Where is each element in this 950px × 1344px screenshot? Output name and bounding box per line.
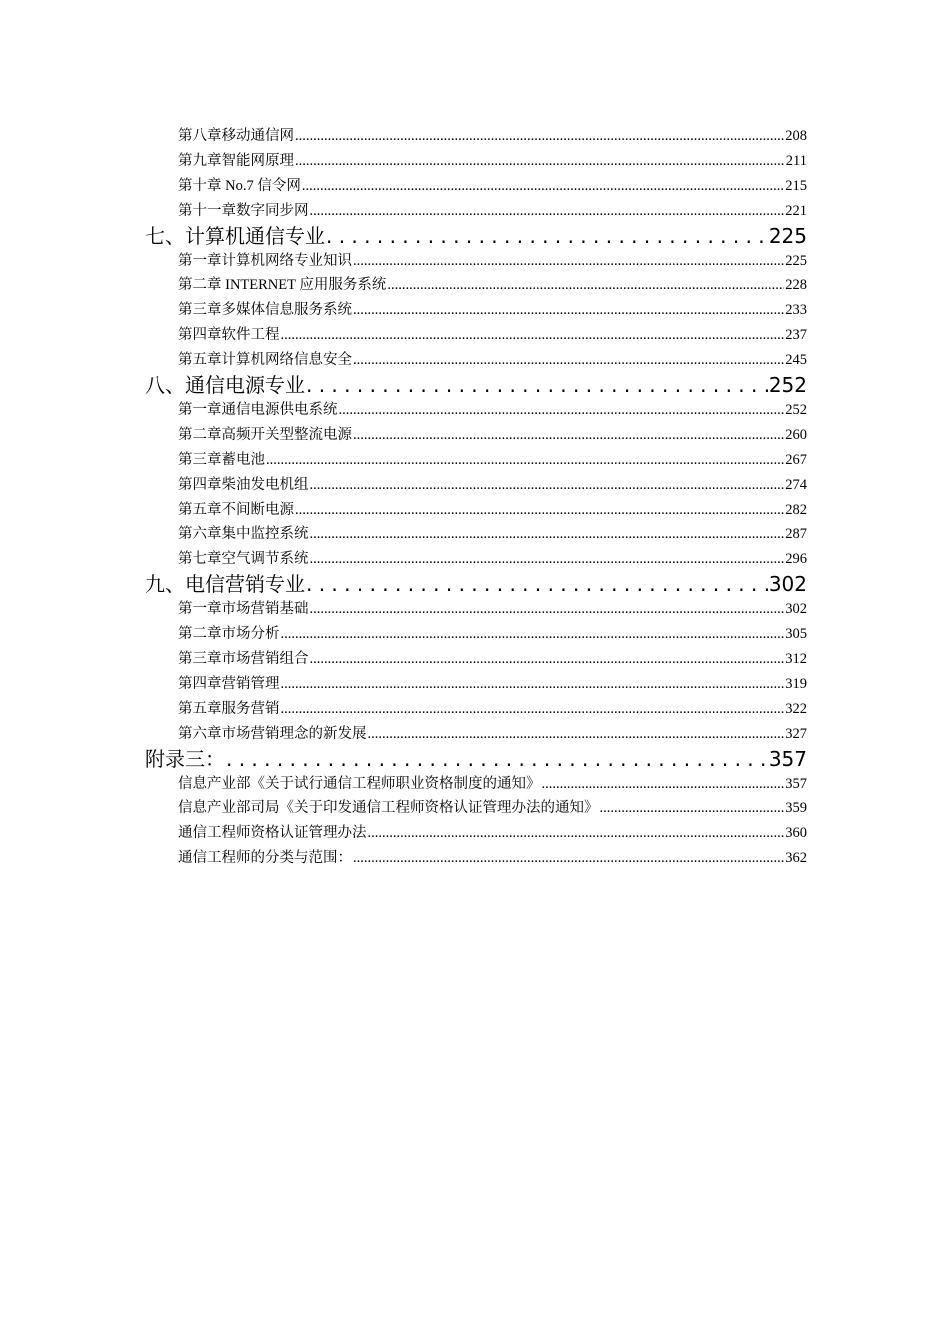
toc-dot-leader: [226, 747, 768, 772]
toc-section-page: 252: [768, 373, 807, 398]
toc-dot-leader: [368, 821, 785, 846]
toc-dot-leader: [302, 174, 784, 199]
toc-entry-title: 第二章高频开关型整流电源: [178, 426, 352, 443]
toc-entry[interactable]: [145, 124, 807, 149]
toc-entry-page: 360: [785, 825, 807, 842]
toc-entry-title: 通信工程师资格认证管理办法: [178, 825, 367, 842]
toc-dot-leader: [306, 373, 768, 398]
toc-entry-title: 第五章计算机网络信息安全: [178, 352, 352, 369]
toc-entry-page: 252: [785, 402, 807, 419]
toc-entry-page: 322: [785, 700, 807, 717]
toc-entry-page: 287: [785, 526, 807, 543]
toc-entry-title: 第八章移动通信网: [178, 128, 294, 144]
toc-entry-title: 第七章空气调节系统: [178, 551, 309, 568]
toc-entry-title: 第十一章数字同步网: [178, 202, 309, 219]
toc-entry[interactable]: [145, 348, 807, 373]
toc-entry-page: 362: [785, 850, 807, 867]
toc-section-title: 九、电信营销专业: [145, 572, 305, 597]
toc-entry-page: 296: [785, 551, 807, 568]
toc-entry[interactable]: [145, 249, 807, 274]
toc-entry-title: 第一章市场营销基础: [178, 601, 309, 618]
toc-entry[interactable]: [145, 323, 807, 348]
toc-entry[interactable]: [145, 547, 807, 572]
toc-entry[interactable]: [145, 846, 807, 871]
toc-dot-leader: [295, 498, 784, 523]
toc-entry-page: 267: [785, 451, 807, 468]
toc-dot-leader: [353, 249, 784, 274]
toc-section-page: 302: [768, 572, 807, 597]
toc-entry-title: 第四章柴油发电机组: [178, 476, 309, 493]
toc-dot-leader: [310, 597, 785, 622]
toc-section-heading[interactable]: [145, 572, 807, 597]
toc-dot-leader: [368, 722, 785, 747]
toc-entry-page: 327: [785, 725, 807, 742]
toc-dot-leader: [310, 473, 785, 498]
toc-section-title: 八、通信电源专业: [145, 373, 305, 398]
toc-entry-page: 228: [785, 277, 807, 294]
toc-entry[interactable]: [145, 597, 807, 622]
toc-entry[interactable]: [145, 498, 807, 523]
toc-entry[interactable]: [145, 149, 807, 174]
toc-dot-leader: [600, 796, 785, 821]
toc-entry-title: 第四章软件工程: [178, 327, 280, 344]
toc-entry-title: 第十章 No.7 信令网: [178, 177, 301, 194]
toc-entry[interactable]: [145, 423, 807, 448]
toc-entry[interactable]: [145, 672, 807, 697]
toc-entry-title: 第三章蓄电池: [178, 451, 265, 468]
table-of-contents: [145, 124, 807, 871]
toc-entry[interactable]: [145, 796, 807, 821]
toc-dot-leader: [310, 522, 785, 547]
toc-entry[interactable]: [145, 821, 807, 846]
toc-dot-leader: [387, 273, 784, 298]
toc-entry-page: 211: [785, 152, 807, 169]
toc-dot-leader: [353, 846, 784, 871]
toc-entry[interactable]: [145, 199, 807, 224]
toc-section-heading[interactable]: [145, 747, 807, 772]
toc-entry-page: 208: [785, 128, 807, 144]
toc-dot-leader: [310, 647, 785, 672]
toc-dot-leader: [281, 697, 785, 722]
toc-entry-title: 第三章市场营销组合: [178, 651, 309, 668]
toc-entry-page: 245: [785, 352, 807, 369]
toc-dot-leader: [266, 448, 784, 473]
toc-entry-title: 信息产业部司局《关于印发通信工程师资格认证管理办法的通知》: [178, 800, 599, 817]
toc-dot-leader: [295, 149, 785, 174]
toc-entry-page: 357: [785, 775, 807, 792]
toc-section-title: 七、计算机通信专业: [145, 223, 325, 248]
toc-entry-title: 第六章集中监控系统: [178, 526, 309, 543]
toc-dot-leader: [281, 672, 785, 697]
toc-entry[interactable]: [145, 647, 807, 672]
toc-dot-leader: [326, 224, 768, 249]
toc-dot-leader: [310, 199, 785, 224]
toc-entry-title: 第二章 INTERNET 应用服务系统: [178, 277, 387, 294]
toc-section-heading[interactable]: [145, 373, 807, 398]
toc-entry-title: 第九章智能网原理: [178, 152, 294, 169]
toc-dot-leader: [353, 298, 784, 323]
toc-dot-leader: [310, 547, 785, 572]
toc-entry[interactable]: [145, 772, 807, 797]
toc-dot-leader: [353, 348, 784, 373]
toc-section-title: 附录三：: [145, 746, 225, 771]
toc-entry[interactable]: [145, 273, 807, 298]
toc-entry-page: 312: [785, 651, 807, 668]
toc-entry[interactable]: [145, 722, 807, 747]
toc-entry-title: 信息产业部《关于试行通信工程师职业资格制度的通知》: [178, 775, 541, 792]
toc-section-page: 225: [768, 223, 807, 248]
toc-entry[interactable]: [145, 298, 807, 323]
toc-entry-page: 237: [785, 327, 807, 344]
toc-entry-title: 第一章计算机网络专业知识: [178, 252, 352, 269]
toc-entry-page: 302: [785, 601, 807, 618]
toc-entry-title: 第一章通信电源供电系统: [178, 402, 338, 419]
toc-dot-leader: [353, 423, 784, 448]
toc-entry-title: 第六章市场营销理念的新发展: [178, 725, 367, 742]
toc-dot-leader: [281, 323, 785, 348]
toc-entry-page: 233: [785, 302, 807, 319]
toc-entry-page: 221: [785, 202, 807, 219]
toc-entry-page: 215: [785, 177, 807, 194]
toc-entry-page: 319: [785, 675, 807, 692]
toc-entry-title: 第五章不间断电源: [178, 501, 294, 518]
toc-entry-page: 282: [785, 501, 807, 518]
toc-dot-leader: [295, 124, 784, 149]
toc-entry[interactable]: [145, 697, 807, 722]
toc-section-page: 357: [768, 746, 807, 771]
toc-entry-title: 第五章服务营销: [178, 700, 280, 717]
toc-entry-page: 274: [785, 476, 807, 493]
toc-entry-title: 第二章市场分析: [178, 626, 280, 643]
toc-entry[interactable]: [145, 174, 807, 199]
toc-entry-title: 第三章多媒体信息服务系统: [178, 302, 352, 319]
toc-entry[interactable]: [145, 398, 807, 423]
toc-dot-leader: [542, 772, 785, 797]
toc-dot-leader: [281, 622, 785, 647]
toc-entry-page: 260: [785, 426, 807, 443]
toc-entry-page: 305: [785, 626, 807, 643]
toc-entry[interactable]: [145, 622, 807, 647]
toc-entry-title: 第四章营销管理: [178, 675, 280, 692]
toc-dot-leader: [306, 572, 768, 597]
toc-entry[interactable]: [145, 473, 807, 498]
toc-entry-page: 359: [785, 800, 807, 817]
toc-section-heading[interactable]: [145, 224, 807, 249]
toc-entry-page: 225: [785, 252, 807, 269]
toc-entry[interactable]: [145, 448, 807, 473]
toc-entry[interactable]: [145, 522, 807, 547]
toc-dot-leader: [339, 398, 785, 423]
toc-entry-title: 通信工程师的分类与范围：: [178, 850, 352, 867]
